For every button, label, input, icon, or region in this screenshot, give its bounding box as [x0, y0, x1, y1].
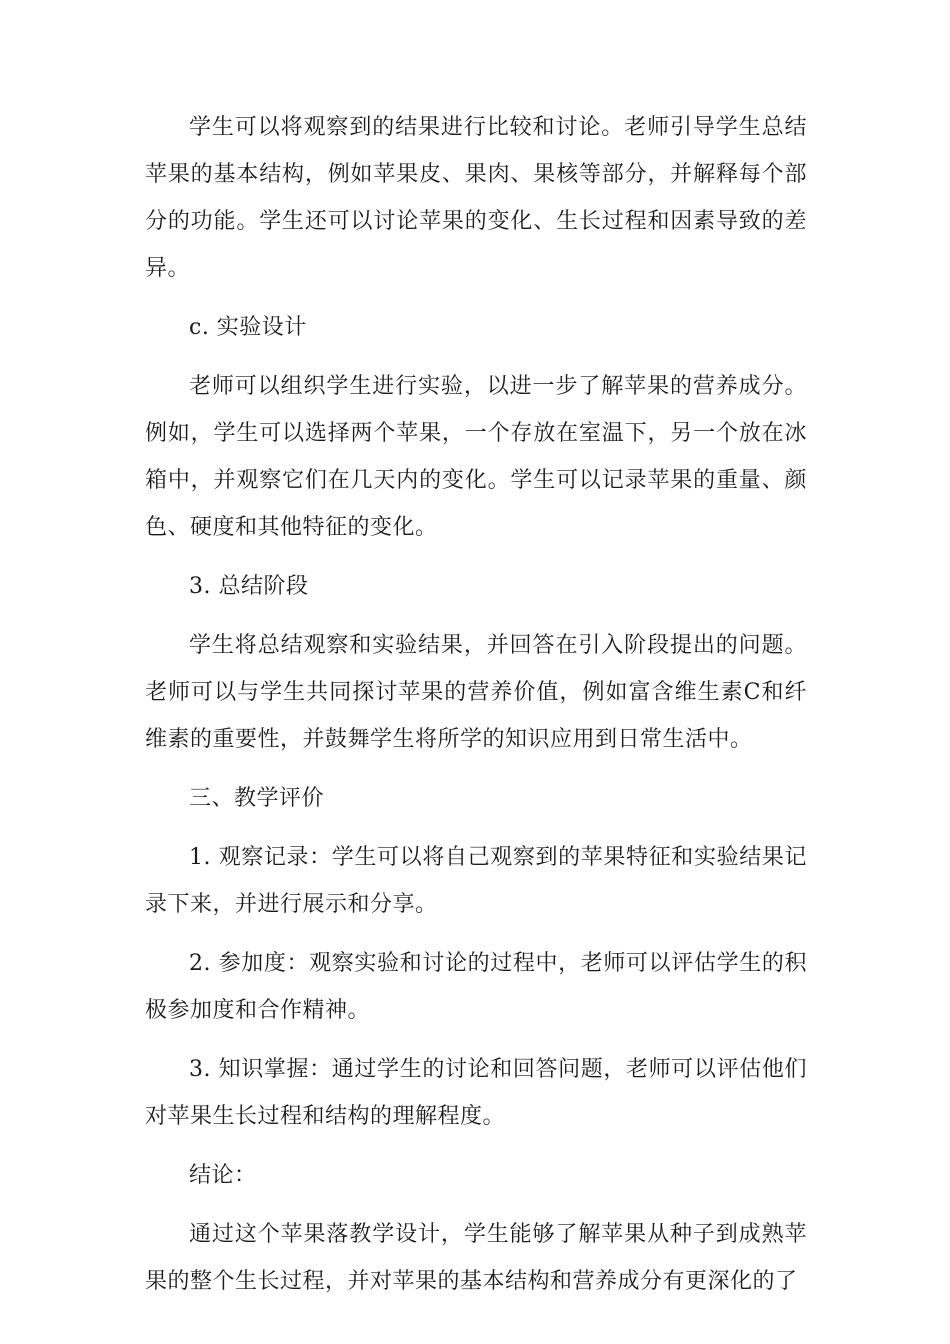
paragraph-gap [145, 610, 807, 622]
heading-summary-stage: 3. 总结阶段 [189, 574, 309, 599]
heading-teaching-evaluation: 三、教学评价 [189, 786, 325, 811]
paragraph-gap [145, 551, 807, 563]
paragraph-participation: 2. 参加度：观察实验和讨论的过程中，老师可以评估学生的积极参加度和合作精神。 [145, 951, 807, 1023]
paragraph-gap [145, 763, 807, 775]
paragraph-observation-record: 1. 观察记录：学生可以将自己观察到的苹果特征和实验结果记录下来，并进行展示和分享。 [145, 845, 807, 917]
paragraph-gap [145, 1140, 807, 1152]
paragraph-gap [145, 822, 807, 834]
heading-conclusion: 结论： [189, 1163, 257, 1188]
paragraph-conclusion: 通过这个苹果落教学设计，学生能够了解苹果从种子到成熟苹果的整个生长过程，并对苹果的基本结构和营养成分有更深化的了 [145, 1222, 807, 1294]
document-body [145, 104, 807, 1305]
paragraph-comparison-discussion: 学生可以将观察到的结果进行比较和讨论。老师引导学生总结苹果的基本结构，例如苹果皮、果肉、果核等部分，并解释每个部分的功能。学生还可以讨论苹果的变化、生长过程和因素导致的差异。 [145, 115, 807, 281]
paragraph-gap [145, 1034, 807, 1046]
heading-experiment-design: c. 实验设计 [189, 315, 307, 340]
paragraph-experiment: 老师可以组织学生进行实验，以进一步了解苹果的营养成分。例如，学生可以选择两个苹果，一个存放在室温下，另一个放在冰箱中，并观察它们在几天内的变化。学生可以记录苹果的重量、颜色、硬度和其他特征的变化。 [145, 374, 807, 540]
paragraph-gap [145, 928, 807, 940]
paragraph-gap [145, 292, 807, 304]
paragraph-summary: 学生将总结观察和实验结果，并回答在引入阶段提出的问题。老师可以与学生共同探讨苹果的营养价值，例如富含维生素C和纤维素的重要性，并鼓舞学生将所学的知识应用到日常生活中。 [145, 633, 807, 752]
paragraph-gap [145, 351, 807, 363]
paragraph-gap [145, 1199, 807, 1211]
paragraph-knowledge-mastery: 3. 知识掌握：通过学生的讨论和回答问题，老师可以评估他们对苹果生长过程和结构的理解程度。 [145, 1057, 807, 1129]
